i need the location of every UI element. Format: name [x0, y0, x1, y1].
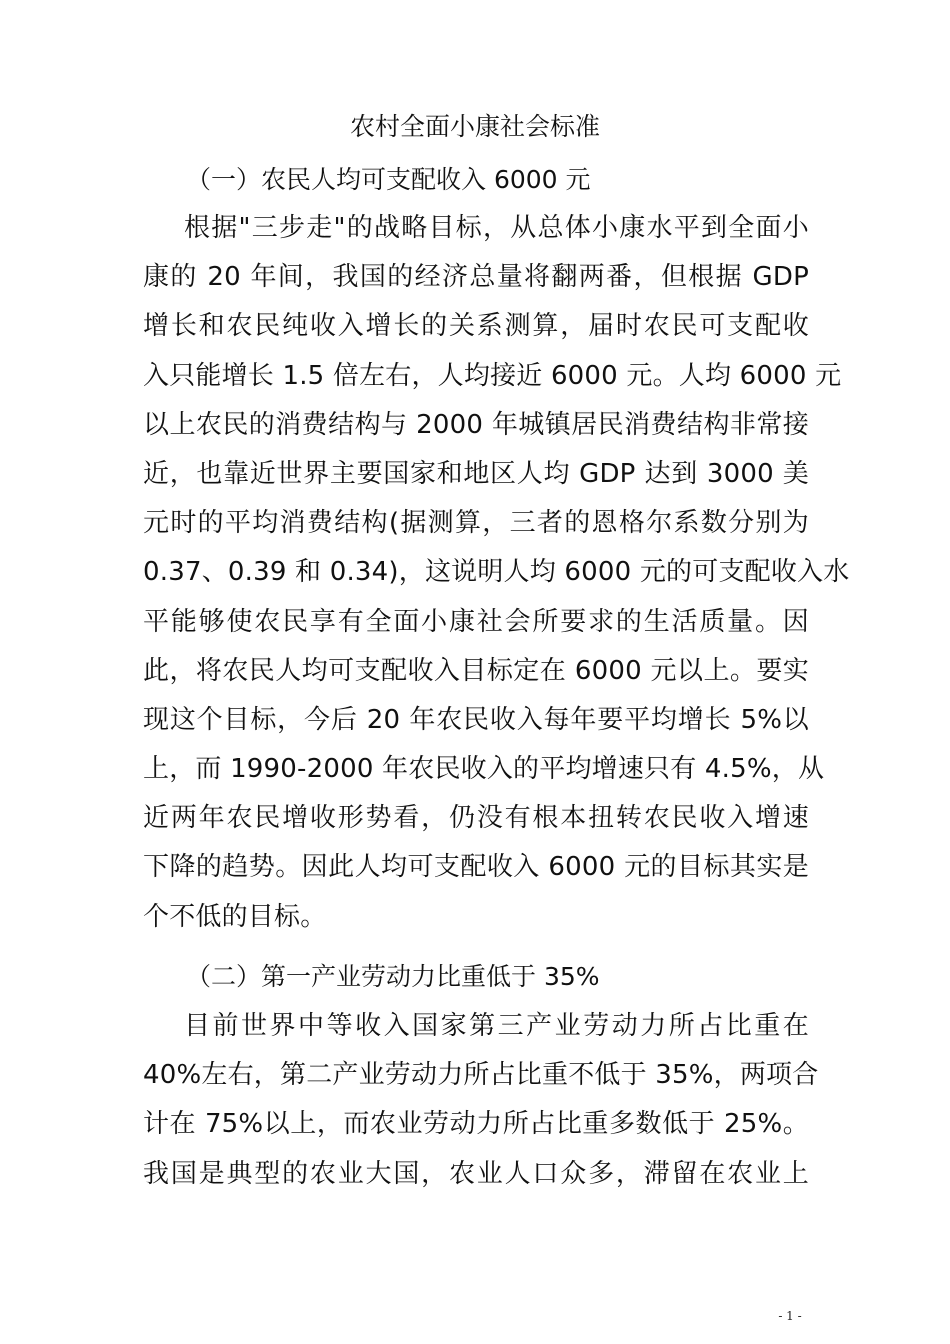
paragraph-line: 以上农民的消费结构与 2000 年城镇居民消费结构非常接 [143, 409, 809, 440]
paragraph-line: 此，将农民人均可支配收入目标定在 6000 元以上。要实 [143, 655, 809, 686]
paragraph-line: 计在 75%以上，而农业劳动力所占比重多数低于 25%。 [143, 1109, 809, 1140]
paragraph-line: 近，也靠近世界主要国家和地区人均 GDP 达到 3000 美 [143, 458, 809, 489]
section-heading-2: （二）第一产业劳动力比重低于 35% [186, 962, 600, 991]
paragraph-line: 下降的趋势。因此人均可支配收入 6000 元的目标其实是 [143, 852, 809, 883]
paragraph-line: 根据"三步走"的战略目标，从总体小康水平到全面小 [184, 213, 809, 243]
paragraph-line: 增长和农民纯收入增长的关系测算，届时农民可支配收 [143, 311, 809, 342]
paragraph-line: 平能够使农民享有全面小康社会所要求的生活质量。因 [143, 606, 809, 637]
paragraph-line: 元时的平均消费结构(据测算，三者的恩格尔系数分别为 [143, 508, 809, 539]
section-1-paragraph [143, 204, 850, 942]
section-2-paragraph [143, 1002, 819, 1199]
paragraph-line: 0.37、0.39 和 0.34)，这说明人均 6000 元的可支配收入水 [143, 557, 850, 588]
paragraph-line: 入只能增长 1.5 倍左右，人均接近 6000 元。人均 6000 元 [143, 360, 842, 391]
paragraph-line: 近两年农民增收形势看，仍没有根本扭转农民收入增速 [143, 803, 809, 834]
section-heading-1: （一）农民人均可支配收入 6000 元 [186, 165, 591, 194]
page-number: - 1 - [778, 1309, 802, 1323]
paragraph-line: 康的 20 年间，我国的经济总量将翻两番，但根据 GDP [143, 262, 809, 293]
paragraph-line: 个不低的目标。 [143, 901, 327, 932]
paragraph-line: 目前世界中等收入国家第三产业劳动力所占比重在 [184, 1011, 809, 1041]
document-title: 农村全面小康社会标准 [349, 112, 600, 141]
paragraph-line: 现这个目标，今后 20 年农民收入每年要平均增长 5%以 [143, 704, 809, 735]
paragraph-line: 40%左右，第二产业劳动力所占比重不低于 35%，两项合 [143, 1060, 819, 1091]
paragraph-line: 上，而 1990-2000 年农民收入的平均增速只有 4.5%，从 [143, 754, 825, 785]
paragraph-line: 我国是典型的农业大国，农业人口众多，滞留在农业上 [143, 1158, 809, 1189]
